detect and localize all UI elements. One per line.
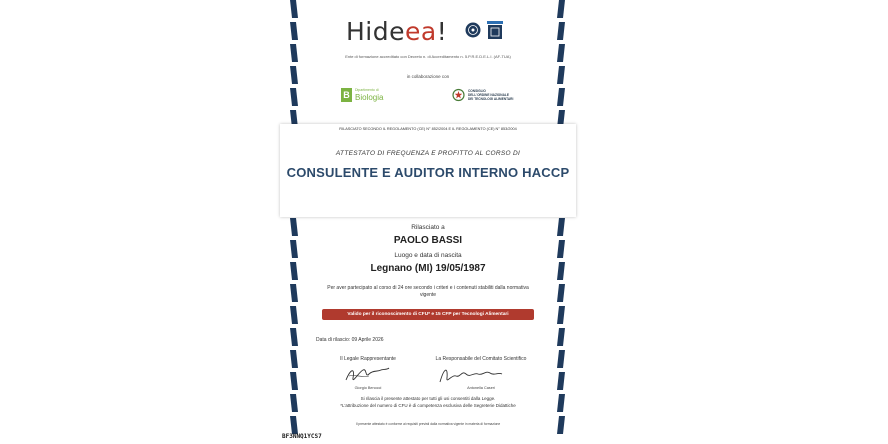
birth-label: Luogo e data di nascita: [394, 252, 462, 259]
signer-2-name: Antonella Caseri: [467, 386, 495, 390]
biology-text: Biologia: [355, 93, 384, 102]
partner-biology-logo: [341, 88, 383, 102]
signature-1-image: [343, 364, 391, 386]
credits-badge: Valido per il riconoscimento di CFU* e 15 CFP per Tecnologi Alimentari: [322, 309, 534, 320]
footer-legal: [300, 396, 556, 409]
certificate-code: BF3NNQ1YCS7: [282, 433, 322, 440]
attestato-heading: ATTESTATO DI FREQUENZA E PROFITTO AL CORSO DI: [335, 150, 521, 157]
partner-order-logo: [452, 88, 513, 102]
biology-small-text: Dipartimento di: [355, 88, 379, 92]
regulation-text: RILASCIATO SECONDO IL REGOLAMENTO (CE) N° 852/2004 E IL REGOLAMENTO (CE) N° 853/2004: [339, 127, 517, 131]
footer-line-1: Si rilascia il presente attestato per tutti gli usi consentiti dalla Legge.: [360, 396, 496, 401]
brand-logo: [346, 14, 447, 48]
footer-line-2: *L'attribuzione del numero di CFU è di competenza esclusiva delle Segreterie Didattiche: [340, 402, 516, 408]
completion-statement: Per aver partecipato al corso di 24 ore secondo i criteri e i contenuti stabiliti dalla normativa vigente: [327, 285, 529, 298]
brand-logo-prefix: Hide: [346, 16, 405, 46]
recipient-name: PAOLO BASSI: [393, 235, 463, 246]
left-border-stripes: [284, 0, 302, 444]
issued-to-label: Rilasciato a: [411, 224, 445, 231]
signer-2-role: La Responsabile del Comitato Scientifico: [435, 356, 527, 362]
certificate: [280, 0, 576, 444]
accreditation-text: Ente di formazione accreditato con Decreto n. di Accreditamento n. 5.P.R.E.D.E.L.I. (AF-TUA): [345, 54, 511, 59]
issue-date: Data di rilascio: 09 Aprile 2026: [316, 337, 384, 343]
course-title: CONSULENTE E AUDITOR INTERNO HACCP: [286, 165, 570, 180]
italian-emblem-icon: [452, 88, 465, 102]
biology-mark: B: [341, 88, 352, 102]
quality-seal-icon: [465, 21, 481, 41]
order-line-3: DEI TECNOLOGI ALIMENTARI: [468, 97, 514, 102]
right-border-stripes: [553, 0, 571, 444]
footer-small-print: Il presente attestato è conforme ai requisiti previsti dalla normativa vigente in materia di formazione: [355, 422, 501, 426]
collaboration-label: in collaborazione con: [406, 74, 450, 79]
signer-1-name: Giorgio Benocci: [354, 386, 382, 390]
signer-1-role: Il Legale Rappresentante: [340, 356, 396, 362]
order-line-2: DELL'ORDINE NAZIONALE: [468, 92, 509, 97]
birth-place-date: Legnano (MI) 19/05/1987: [370, 263, 486, 274]
order-line-1: CONSIGLIO: [468, 88, 486, 93]
brand-logo-suffix: !: [436, 16, 448, 46]
brand-logo-accent: ea: [405, 16, 437, 46]
signature-2-image: [438, 364, 508, 386]
accreditation-badge-icon: [487, 21, 503, 41]
